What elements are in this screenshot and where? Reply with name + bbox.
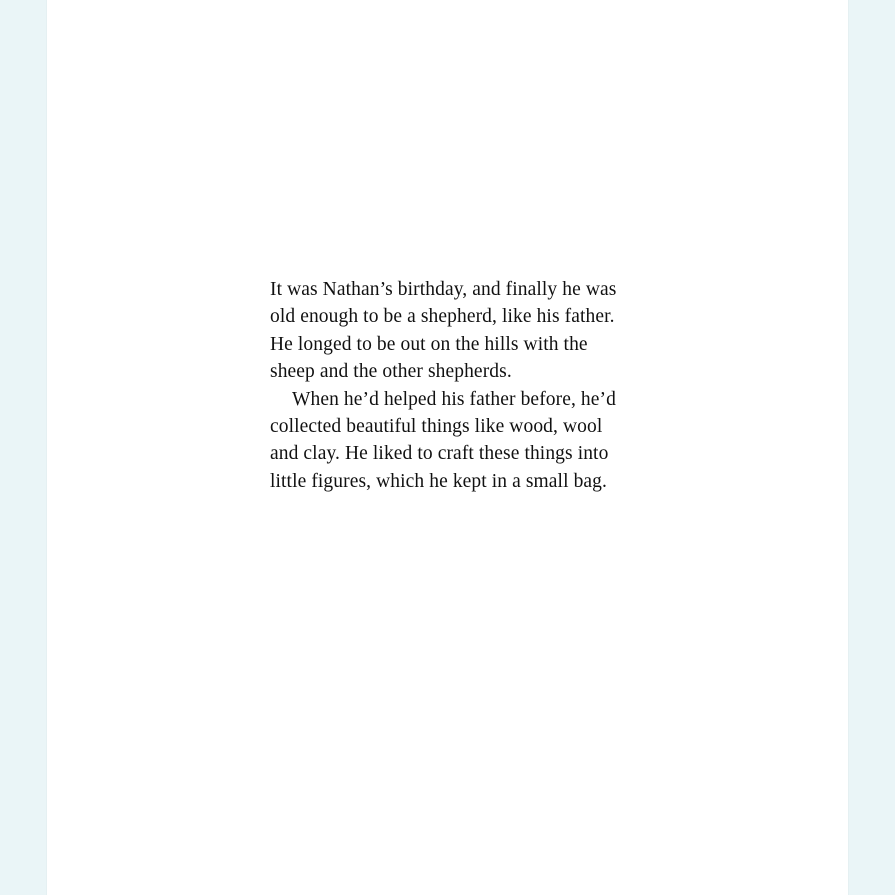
paragraph-2: When he’d helped his father before, he’d collected beautiful things like wood, wool and clay. He liked to craft these things into little figures, which he kept in a small bag.: [270, 388, 616, 492]
page-text-block: [270, 276, 622, 495]
paragraph-1: It was Nathan’s birthday, and finally he was old enough to be a shepherd, like his father. He longed to be out on the hills with the sheep and the other shepherds.: [270, 279, 617, 383]
document-page: [47, 0, 848, 895]
